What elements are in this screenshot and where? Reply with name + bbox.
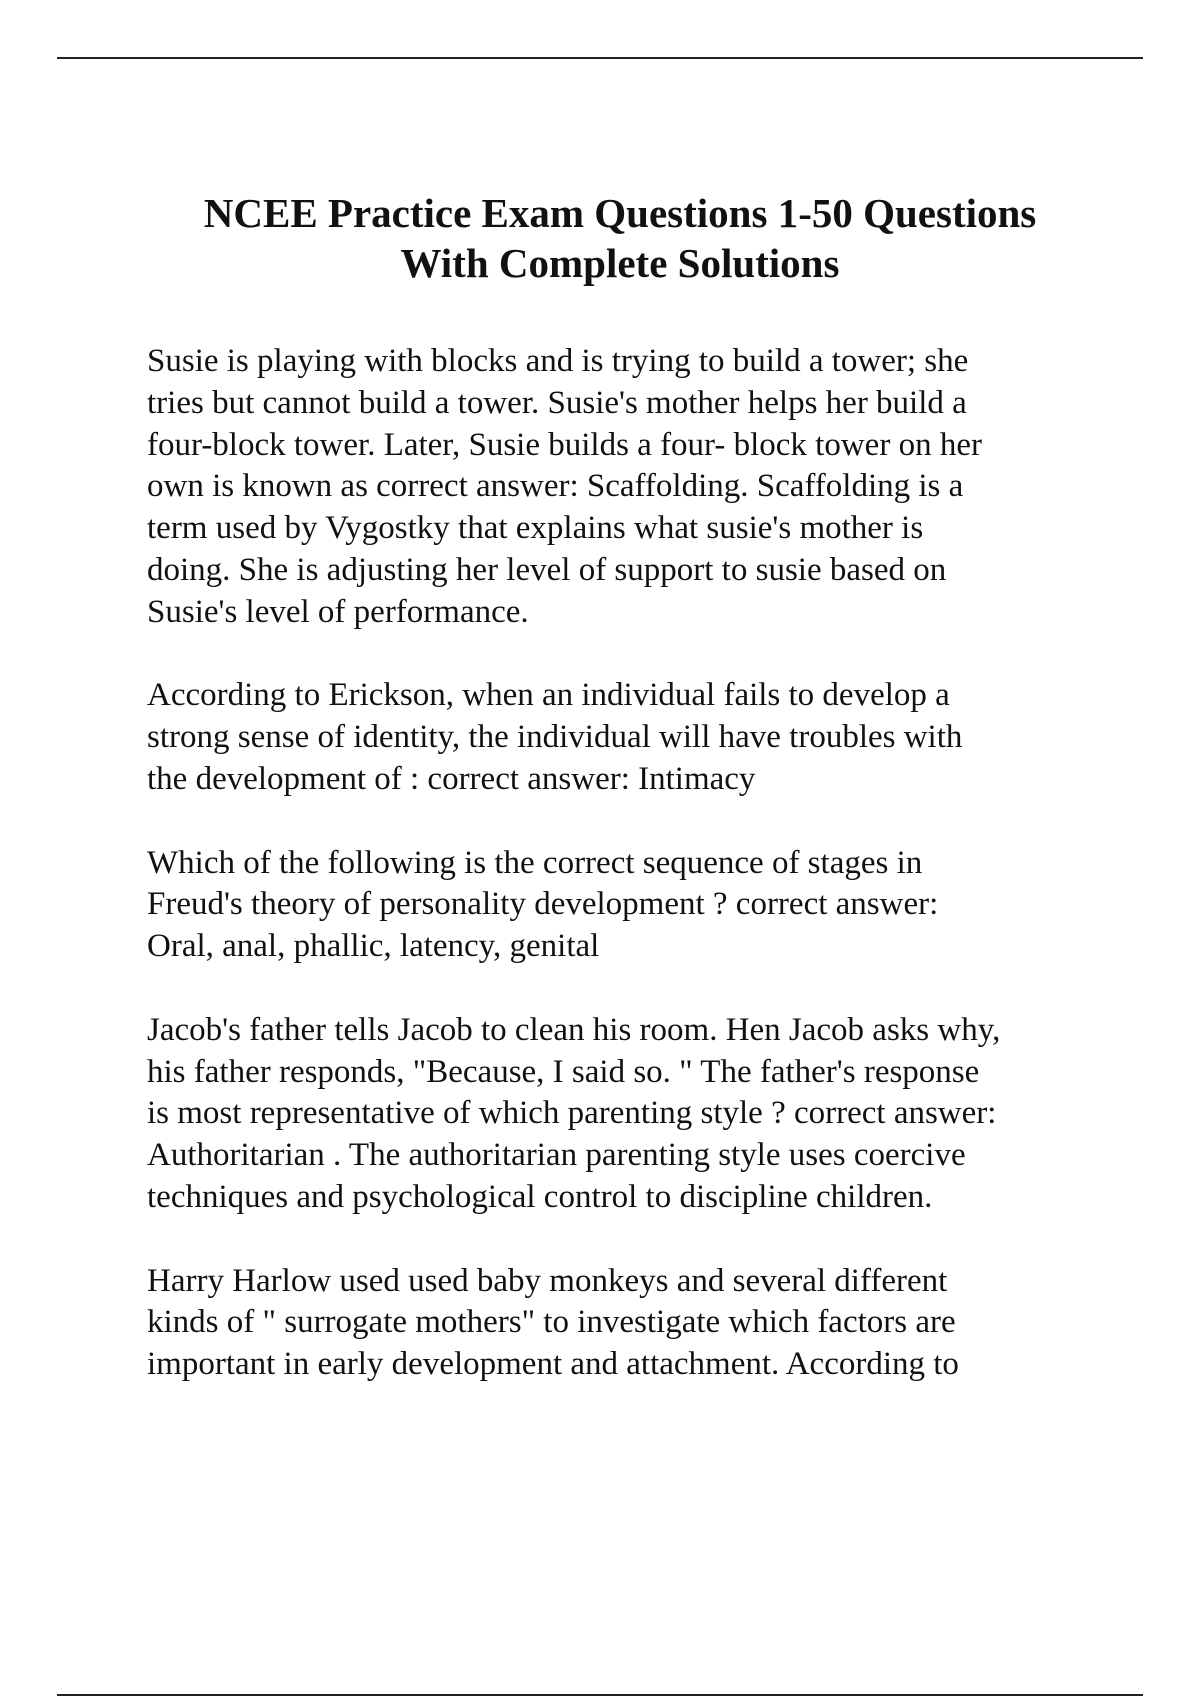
text-line: Oral, anal, phallic, latency, genital [147, 928, 600, 965]
text-line: techniques and psychological control to discipline children. [147, 1178, 933, 1215]
text-line: his father responds, "Because, I said so. " The father's response [147, 1053, 980, 1090]
header-rule [57, 57, 1143, 59]
document-title [120, 188, 1120, 288]
question-harlow-monkeys [147, 1261, 1147, 1386]
question-susie-scaffolding [147, 341, 1147, 634]
title-line-1: NCEE Practice Exam Questions 1-50 Questions [203, 190, 1037, 236]
text-line: Susie is playing with blocks and is trying to build a tower; she [147, 343, 969, 379]
text-line: the development of : correct answer: Intimacy [147, 760, 756, 797]
text-line: doing. She is adjusting her level of support to susie based on [147, 551, 947, 588]
text-line: term used by Vygostky that explains what susie's mother is [147, 510, 924, 547]
question-freud-stages [147, 843, 1147, 968]
text-line: Freud's theory of personality development ? correct answer: [147, 886, 939, 923]
text-line: tries but cannot build a tower. Susie's mother helps her build a [147, 384, 967, 421]
text-line: four-block tower. Later, Susie builds a four- block tower on her [147, 426, 982, 463]
question-parenting-style [147, 1010, 1147, 1219]
text-line: is most representative of which parenting style ? correct answer: [147, 1095, 997, 1132]
text-line: According to Erickson, when an individual fails to develop a [147, 677, 950, 714]
text-line: kinds of " surrogate mothers" to investigate which factors are [147, 1304, 956, 1341]
text-line: Authoritarian . The authoritarian parenting style uses coercive [147, 1137, 966, 1174]
text-line: Harry Harlow used used baby monkeys and several different [147, 1262, 948, 1299]
title-line-2: With Complete Solutions [400, 240, 840, 286]
question-erickson-identity [147, 675, 1147, 800]
text-line: strong sense of identity, the individual will have troubles with [147, 719, 963, 756]
footer-rule [57, 1694, 1143, 1696]
text-line: own is known as correct answer: Scaffolding. Scaffolding is a [147, 468, 964, 505]
text-line: important in early development and attachment. According to [147, 1346, 959, 1383]
text-line: Susie's level of performance. [147, 593, 529, 630]
text-line: Which of the following is the correct sequence of stages in [147, 844, 923, 881]
document-body [147, 341, 1147, 1428]
text-line: Jacob's father tells Jacob to clean his room. Hen Jacob asks why, [147, 1011, 1001, 1048]
